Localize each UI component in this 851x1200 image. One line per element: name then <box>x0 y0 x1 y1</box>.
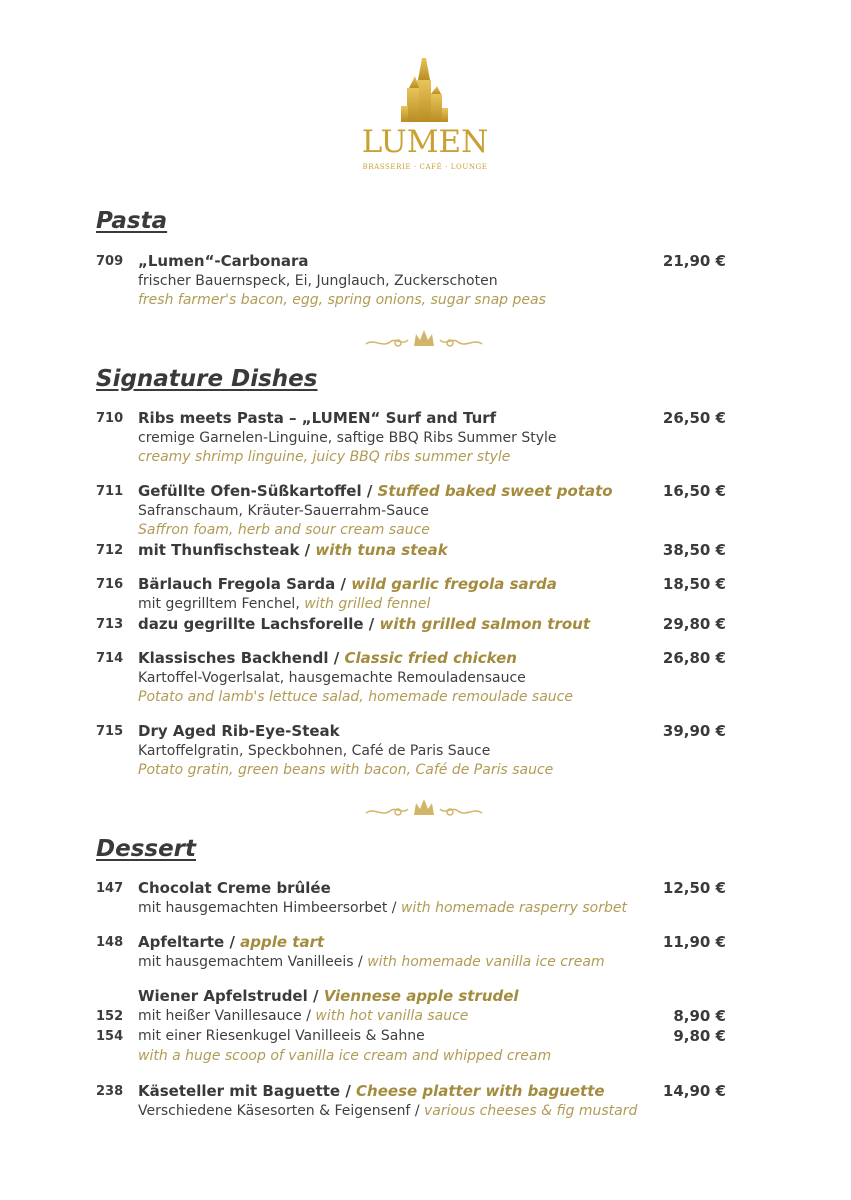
item-description-de: mit einer Riesenkugel Vanilleeis & Sahne <box>138 1028 425 1044</box>
item-description-en: fresh farmer's bacon, egg, spring onions, sugar snap peas <box>138 292 546 308</box>
item-price: 9,80 € <box>673 1027 726 1045</box>
item-number: 714 <box>96 651 124 666</box>
section-title-dessert: Dessert <box>96 836 197 862</box>
item-number: 238 <box>96 1084 124 1099</box>
item-name: Bärlauch Fregola Sarda / wild garlic fregola sarda <box>138 575 557 593</box>
item-number: 711 <box>96 484 124 499</box>
item-number: 154 <box>96 1029 124 1044</box>
item-number: 152 <box>96 1009 124 1024</box>
item-description-en: Potato gratin, green beans with bacon, Café de Paris sauce <box>138 762 554 778</box>
item-price: 8,90 € <box>673 1007 726 1025</box>
item-description-de: mit hausgemachtem Vanilleeis / with homemade vanilla ice cream <box>138 954 605 970</box>
item-description-de: cremige Garnelen-Linguine, saftige BBQ Ribs Summer Style <box>138 430 557 446</box>
item-price: 26,80 € <box>662 649 726 667</box>
item-price: 21,90 € <box>662 252 726 270</box>
item-description-en: with a huge scoop of vanilla ice cream and whipped cream <box>138 1048 552 1064</box>
ornament-divider-icon <box>362 793 486 823</box>
item-name: Apfeltarte / apple tart <box>138 933 325 951</box>
item-description-de: Kartoffelgratin, Speckbohnen, Café de Paris Sauce <box>138 743 491 759</box>
item-name: Klassisches Backhendl / Classic fried chicken <box>138 649 517 667</box>
item-number: 710 <box>96 411 124 426</box>
item-number: 147 <box>96 881 124 896</box>
brand-tagline: BRASSERIE · CAFÉ · LOUNGE <box>362 163 488 171</box>
section-title-signature: Signature Dishes <box>96 366 318 392</box>
item-description-de: mit heißer Vanillesauce / with hot vanilla sauce <box>138 1008 469 1024</box>
item-description-de: Kartoffel-Vogerlsalat, hausgemachte Remouladensauce <box>138 670 526 686</box>
section-title-pasta: Pasta <box>96 208 168 234</box>
item-description-en: Saffron foam, herb and sour cream sauce <box>138 522 430 538</box>
item-price: 11,90 € <box>662 933 726 951</box>
item-name: Ribs meets Pasta – „LUMEN“ Surf and Turf <box>138 409 497 427</box>
item-name: Dry Aged Rib-Eye-Steak <box>138 722 340 740</box>
item-description-de: frischer Bauernspeck, Ei, Junglauch, Zuckerschoten <box>138 273 498 289</box>
brand-name: LUMEN <box>361 124 489 160</box>
item-number: 148 <box>96 935 124 950</box>
item-price: 26,50 € <box>662 409 726 427</box>
item-price: 18,50 € <box>662 575 726 593</box>
item-name: „Lumen“-Carbonara <box>138 252 309 270</box>
item-name: Chocolat Creme brûlée <box>138 879 331 897</box>
item-name: mit Thunfischsteak / with tuna steak <box>138 541 448 559</box>
item-name: Gefüllte Ofen-Süßkartoffel / Stuffed baked sweet potato <box>138 482 613 500</box>
item-price: 39,90 € <box>662 722 726 740</box>
item-number: 713 <box>96 617 124 632</box>
item-description-de: Verschiedene Käsesorten & Feigensenf / various cheeses & fig mustard <box>138 1103 638 1119</box>
item-price: 12,50 € <box>662 879 726 897</box>
brand-logo <box>340 58 510 176</box>
item-description-en: creamy shrimp linguine, juicy BBQ ribs summer style <box>138 449 511 465</box>
item-description-en: Potato and lamb's lettuce salad, homemade remoulade sauce <box>138 689 573 705</box>
item-description-de: Safranschaum, Kräuter-Sauerrahm-Sauce <box>138 503 429 519</box>
item-number: 715 <box>96 724 124 739</box>
item-price: 16,50 € <box>662 482 726 500</box>
item-price: 14,90 € <box>662 1082 726 1100</box>
church-tower-icon <box>395 58 455 124</box>
item-number: 716 <box>96 577 124 592</box>
item-number: 709 <box>96 254 124 269</box>
item-name: Wiener Apfelstrudel / Viennese apple strudel <box>138 987 519 1005</box>
item-number: 712 <box>96 543 124 558</box>
item-price: 29,80 € <box>662 615 726 633</box>
item-price: 38,50 € <box>662 541 726 559</box>
ornament-divider-icon <box>362 324 486 354</box>
item-description-de: mit gegrilltem Fenchel, with grilled fennel <box>138 596 431 612</box>
item-name: dazu gegrillte Lachsforelle / with grilled salmon trout <box>138 615 591 633</box>
item-description-de: mit hausgemachten Himbeersorbet / with homemade rasperry sorbet <box>138 900 627 916</box>
item-name: Käseteller mit Baguette / Cheese platter with baguette <box>138 1082 605 1100</box>
